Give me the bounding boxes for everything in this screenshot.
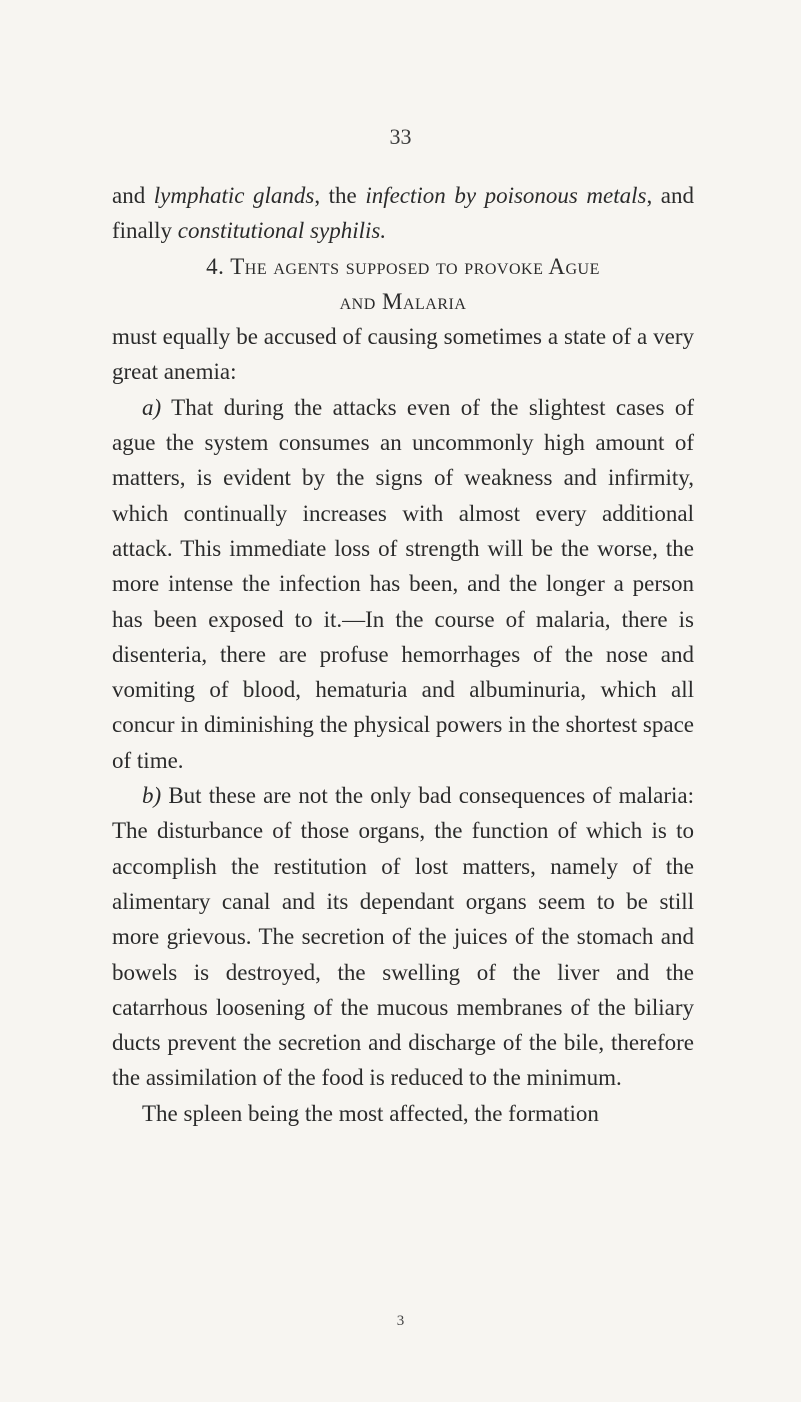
italic-term: infection by poisonous metals [365, 183, 647, 208]
text-run: and [112, 183, 154, 208]
paragraph-intro: must equally be accused of causing sometimes a state of a very great anemia: [112, 324, 694, 385]
body-text [112, 178, 694, 1131]
text-run: , and finally [112, 183, 694, 244]
signature-mark: 3 [396, 1313, 405, 1329]
item-label-b: b) [142, 783, 162, 809]
section-number: 4. [206, 253, 225, 279]
text-run: , the [314, 183, 366, 208]
italic-term: constitutional syphilis. [177, 218, 387, 244]
paragraph-b [112, 778, 694, 1096]
paragraph-a-text: That during the attacks even of the slightest cases of ague the system consumes an uncommonly high amount of matters, is evident by the signs of weakness and infirmity, which continually increases with almost every additional attack. This immediate loss of strength will be the worse, the more intense the infection has been, and the longer a person has been exposed to it.—In the course of malaria, there is disenteria, there are profuse hemorrhages of the nose and vomiting of blood, hematuria and albuminuria, which all concur in diminishing the physical powers in the shortest space of time. [112, 394, 694, 773]
italic-term: lymphatic glands [153, 183, 315, 208]
heading-line-2: and Malaria [339, 288, 467, 314]
section-heading [112, 249, 694, 320]
heading-line-1: The agents supposed to provoke Ague [230, 253, 600, 279]
page-number: 33 [389, 124, 412, 149]
paragraph-spleen: The spleen being the most affected, the formation [142, 1100, 599, 1126]
paragraph-a [112, 390, 694, 778]
paragraph-continuation [112, 178, 694, 249]
paragraph-b-text: But these are not the only bad consequences of malaria: The disturbance of those organs, the function of which is to accomplish the restitution of lost matters, namely of the alimentary canal and its dependant organs seem to be still more grievous. The secretion of the juices of the stomach and bowels is destroyed, the swelling of the liver and the catarrhous loosening of the mucous membranes of the biliary ducts prevent the secretion and discharge of the bile, therefore the assimilation of the food is reduced to the minimum. [112, 783, 694, 1091]
item-label-a: a) [142, 394, 162, 420]
